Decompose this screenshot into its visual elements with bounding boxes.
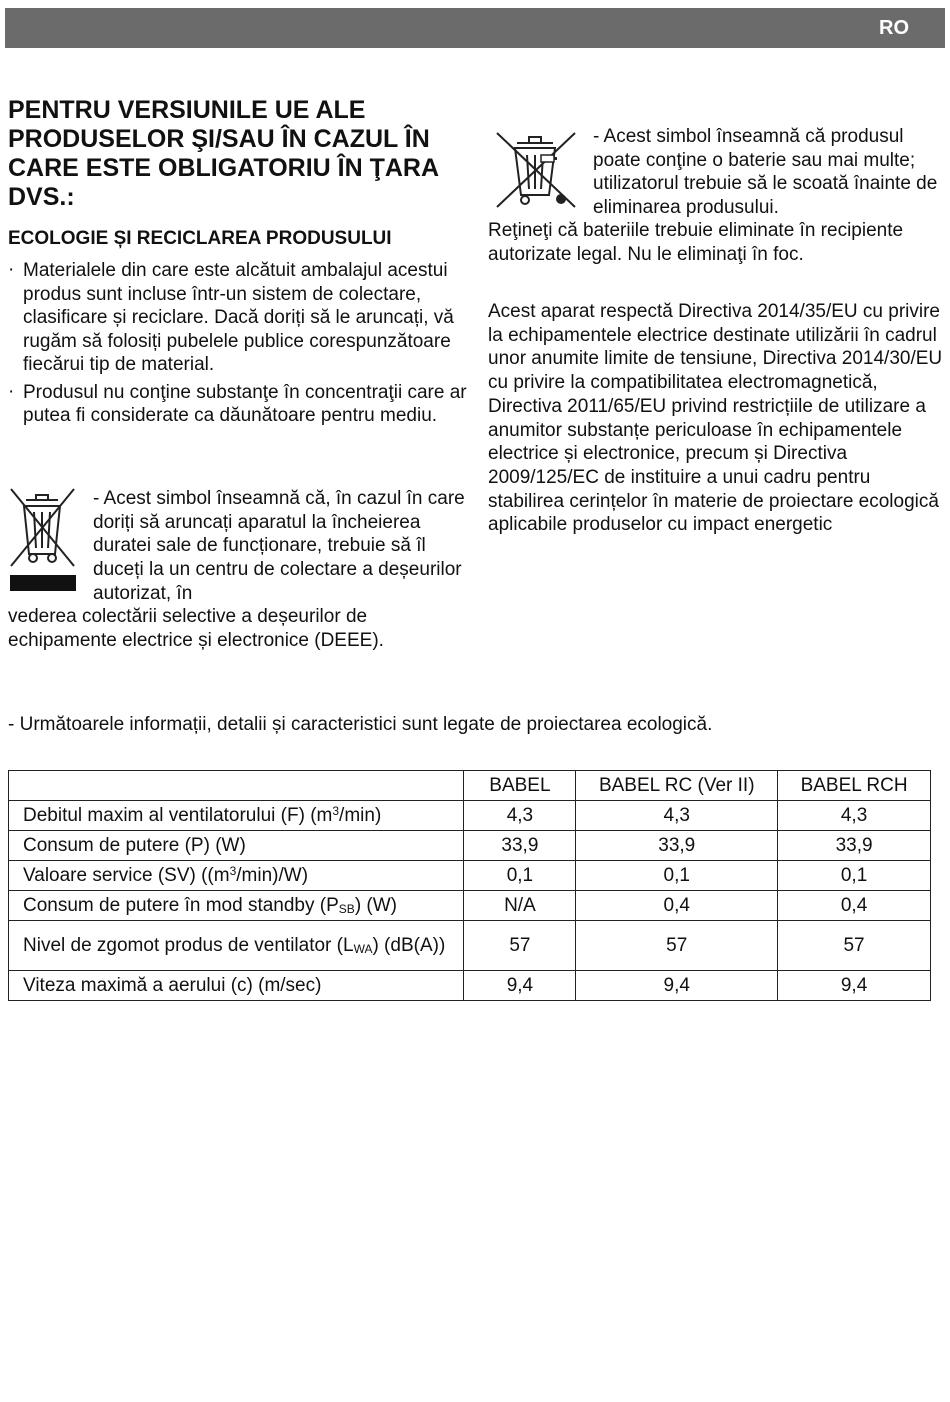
- table-row: [9, 831, 931, 861]
- bullet-list: [8, 259, 478, 432]
- table-cell: 0,4: [778, 891, 931, 921]
- table-cell: 33,9: [464, 831, 576, 861]
- table-row: [9, 861, 931, 891]
- bullet-text: Produsul nu conţine substanţe în concentraţii care ar putea fi considerate ca dăunătoare pentru mediu.: [23, 381, 467, 426]
- table-cell: 0,1: [778, 861, 931, 891]
- bullet-dot: ·: [8, 380, 15, 402]
- table-row: [9, 801, 931, 831]
- table-cell: 57: [778, 921, 931, 971]
- table-header-cell: BABEL RCH: [778, 771, 931, 801]
- table-cell: 0,1: [464, 861, 576, 891]
- page-title: PENTRU VERSIUNILE UE ALE PRODUSELOR ŞI/SAU ÎN CAZUL ÎN CARE ESTE OBLIGATORIU ÎN ŢARA DVS.:: [8, 96, 439, 211]
- crossed-out-wheelie-bin-icon: [8, 486, 78, 592]
- weee-description: - Acest simbol înseamnă că, în cazul în care doriți să aruncați aparatul la încheierea duratei sale de funcționare, trebuie să îl duceți la un centru de colectare a deșeurilor autorizat, în: [93, 488, 465, 604]
- table-row: [9, 891, 931, 921]
- battery-description: - Acest simbol înseamnă că produsul poate conţine o baterie sau mai multe; utilizatorul trebuie să le scoată înainte de eliminarea produsului.: [593, 126, 938, 219]
- table-cell: 9,4: [464, 971, 576, 1001]
- table-header-cell: [9, 771, 464, 801]
- list-item: [8, 381, 478, 428]
- ecodesign-note: - Următoarele informații, detalii și caracteristici sunt legate de proiectarea ecologică.: [8, 714, 713, 735]
- row-label: Viteza maximă a aerului (c) (m/sec): [9, 971, 464, 1001]
- row-label: Debitul maxim al ventilatorului (F) $(m^3/\min)$: [9, 801, 464, 831]
- table-header-row: [9, 771, 931, 801]
- crossed-out-bin-battery-icon: [491, 129, 584, 212]
- table-cell: 4,3: [778, 801, 931, 831]
- table-cell: 57: [576, 921, 778, 971]
- table-cell: 0,1: [576, 861, 778, 891]
- language-code: RO: [879, 17, 909, 39]
- bullet-dot: ·: [8, 259, 15, 280]
- row-label: Consum de putere (P) (W): [9, 831, 464, 861]
- table-cell: 4,3: [576, 801, 778, 831]
- row-label: Nivel de zgomot produs de ventilator $(L_{WA})$ (dB(A)): [9, 921, 464, 971]
- battery-note: Reţineţi că bateriile trebuie eliminate în recipiente autorizate legal. Nu le eliminaţi în foc.: [488, 220, 904, 265]
- row-label: Consum de putere în mod standby $(P_{SB})$ (W): [9, 891, 464, 921]
- table-header-cell: BABEL RC (Ver II): [576, 771, 778, 801]
- row-label: Valoare service (SV) $((m^3/\min)/W)$: [9, 861, 464, 891]
- table-row: [9, 971, 931, 1001]
- table-cell: 33,9: [576, 831, 778, 861]
- table-cell: 33,9: [778, 831, 931, 861]
- table-header-cell: BABEL: [464, 771, 576, 801]
- table-row: [9, 921, 931, 971]
- section-title: ECOLOGIE ȘI RECICLAREA PRODUSULUI: [8, 228, 392, 249]
- directive-text: Acest aparat respectă Directiva 2014/35/EU cu privire la echipamentele electrice destinate utilizării în cadrul unor anumite limite de tensiune, Directiva 2014/30/EU cu privire la compatibilitatea electromagnetică, Directiva 2011/65/EU privind restricțiile de utilizare a anumitor substanțe periculoase în echipamentele electrice și electronice, precum și Directiva 2009/125/EC de instituire a unui cadru pentru stabilirea cerințelor în materie de proiectare ecologică aplicabile produselor cu impact energetic: [488, 301, 943, 536]
- bullet-text: Materialele din care este alcătuit ambalajul acestui produs sunt incluse într-un sistem de colectare, clasificare și reciclare. Dacă doriți să le aruncați, vă rugăm să folosiți pubelele publice corespunzătoare fiecărui tip de material.: [23, 260, 454, 375]
- ecodesign-table: [8, 770, 931, 1001]
- table-cell: 4,3: [464, 801, 576, 831]
- table-cell: N/A: [464, 891, 576, 921]
- table-cell: 57: [464, 921, 576, 971]
- weee-description-cont: vederea colectării selective a deșeurilor de echipamente electrice și electronice (DEEE).: [8, 606, 384, 651]
- list-item: [8, 259, 478, 377]
- header-bar: [5, 8, 945, 48]
- table-cell: 9,4: [576, 971, 778, 1001]
- table-cell: 0,4: [576, 891, 778, 921]
- table-cell: 9,4: [778, 971, 931, 1001]
